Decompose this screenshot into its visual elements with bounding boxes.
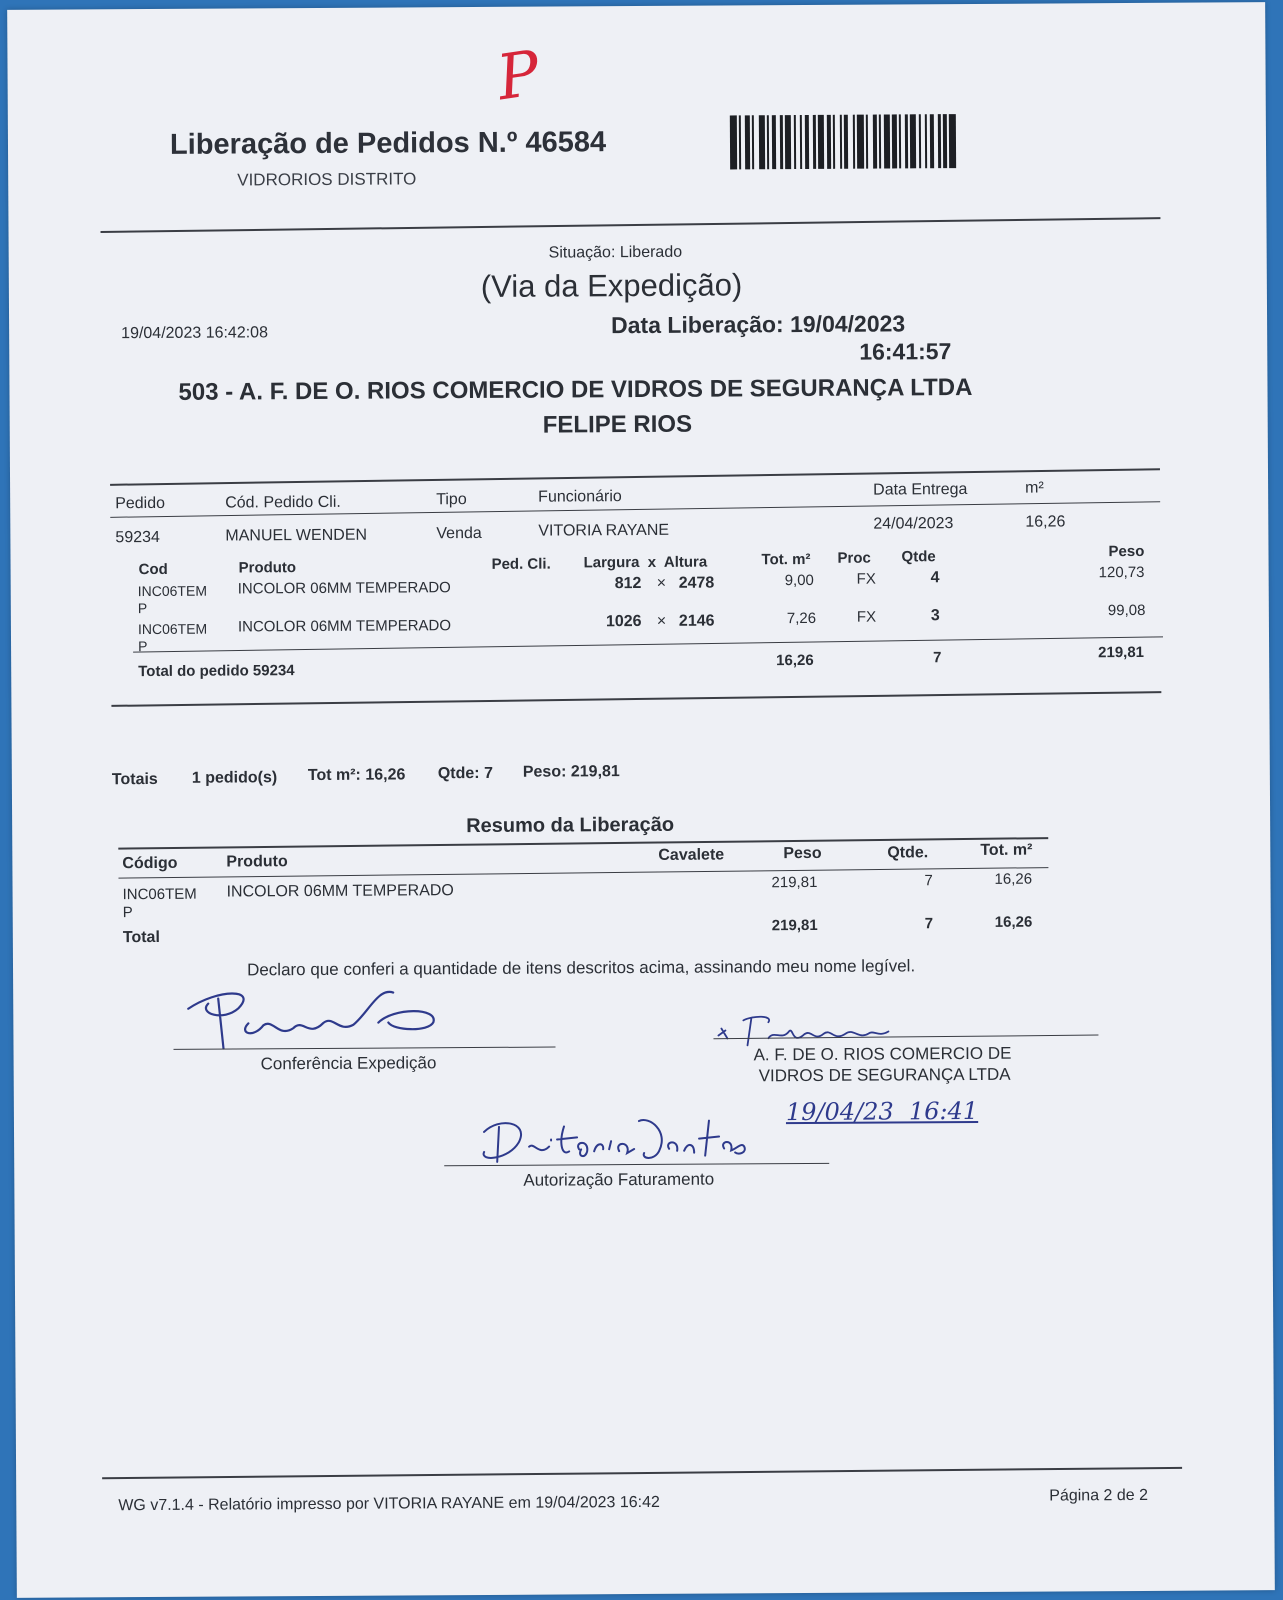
footer-rule xyxy=(102,1467,1182,1479)
copy-label: (Via da Expedição) xyxy=(480,267,743,304)
page-title: Liberação de Pedidos N.º 46584 xyxy=(169,126,607,161)
summary-codigo-cont: P xyxy=(122,904,133,922)
items-col-tot-m2: Tot. m² xyxy=(761,550,811,569)
client-contact: FELIPE RIOS xyxy=(542,410,693,439)
items-col-proc: Proc xyxy=(837,549,871,567)
item-peso: 120,73 xyxy=(1098,563,1145,582)
item-proc: FX xyxy=(856,570,876,588)
order-tipo: Venda xyxy=(436,524,482,543)
client-company-line1: A. F. DE O. RIOS COMERCIO DE xyxy=(753,1043,1012,1065)
footer-printed-by: WG v7.1.4 - Relatório impresso por VITORIA RAYANE em 19/04/2023 16:42 xyxy=(118,1493,660,1515)
item-x: × xyxy=(656,612,667,630)
item-largura: 1026 xyxy=(605,612,642,631)
item-tot-m2: 9,00 xyxy=(784,571,814,590)
conferencia-label: Conferência Expedição xyxy=(260,1053,437,1074)
order-total-m2: 16,26 xyxy=(776,651,814,670)
release-time: 16:41:57 xyxy=(859,338,952,365)
col-m2: m² xyxy=(1025,479,1044,497)
items-col-qtde: Qtde xyxy=(901,548,936,566)
summary-codigo: INC06TEM xyxy=(122,885,197,904)
item-cod: INC06TEM xyxy=(137,620,208,638)
summary-tot-m2: 16,26 xyxy=(994,870,1033,888)
printed-timestamp: 19/04/2023 16:42:08 xyxy=(121,324,269,343)
handwritten-date: 19/04/23 16:41 xyxy=(785,1096,979,1127)
summary-total-peso: 219,81 xyxy=(771,916,818,935)
page-number: Página 2 de 2 xyxy=(1049,1486,1149,1505)
barcode xyxy=(730,114,956,169)
item-peso: 99,08 xyxy=(1107,601,1146,620)
item-produto: INCOLOR 06MM TEMPERADO xyxy=(237,579,451,598)
company-name: VIDRORIOS DISTRITO xyxy=(237,169,417,190)
items-col-dimensions: Largura x Altura xyxy=(583,553,708,572)
order-pedido: 59234 xyxy=(115,528,160,547)
item-qtde: 3 xyxy=(930,607,940,625)
item-cod-cont: P xyxy=(137,600,148,617)
item-proc: FX xyxy=(856,608,877,626)
col-cod-pedido-cli: Cód. Pedido Cli. xyxy=(225,493,341,512)
totals-m2: Tot m²: 16,26 xyxy=(307,766,406,785)
summary-produto: INCOLOR 06MM TEMPERADO xyxy=(226,882,454,901)
col-tipo: Tipo xyxy=(436,491,467,509)
items-col-cod: Cod xyxy=(138,560,168,579)
order-m2: 16,26 xyxy=(1025,513,1066,531)
item-tot-m2: 7,26 xyxy=(786,609,817,628)
item-qtde: 4 xyxy=(930,569,940,587)
summary-col-cavalete: Cavalete xyxy=(658,846,725,864)
conferencia-signature xyxy=(178,982,458,1054)
summary-total-tot-m2: 16,26 xyxy=(994,913,1033,931)
order-bottom-rule xyxy=(111,691,1161,707)
summary-col-produto: Produto xyxy=(226,853,288,871)
summary-col-tot-m2: Tot. m² xyxy=(980,841,1033,859)
items-col-produto: Produto xyxy=(238,559,297,577)
status-text: Situação: Liberado xyxy=(548,243,683,262)
totals-qtde: Qtde: 7 xyxy=(437,764,494,783)
declaration-text: Declaro que conferi a quantidade de itens descritos acima, assinando meu nome legível. xyxy=(246,956,916,980)
handwritten-mark: P xyxy=(492,36,545,115)
order-total-qtde: 7 xyxy=(933,649,942,667)
totals-pedidos: 1 pedido(s) xyxy=(191,769,278,787)
col-pedido: Pedido xyxy=(115,494,166,513)
order-top-rule xyxy=(110,468,1160,486)
summary-col-peso: Peso xyxy=(783,844,822,863)
item-produto: INCOLOR 06MM TEMPERADO xyxy=(237,617,452,636)
item-altura: 2478 xyxy=(678,574,715,592)
summary-peso: 219,81 xyxy=(771,873,818,892)
col-data-entrega: Data Entrega xyxy=(873,481,968,499)
summary-total-qtde: 7 xyxy=(924,915,934,933)
item-x: × xyxy=(656,574,667,592)
items-col-peso: Peso xyxy=(1108,542,1145,561)
client-name: 503 - A. F. DE O. RIOS COMERCIO DE VIDROS DE SEGURANÇA LTDA xyxy=(178,373,973,406)
header-divider xyxy=(101,217,1161,233)
order-total-peso: 219,81 xyxy=(1098,643,1145,662)
totals-peso: Peso: 219,81 xyxy=(522,763,620,781)
item-altura: 2146 xyxy=(678,612,715,630)
col-funcionario: Funcionário xyxy=(538,488,622,506)
order-data-entrega: 24/04/2023 xyxy=(873,515,954,533)
client-company-line2: VIDROS DE SEGURANÇA LTDA xyxy=(758,1064,1011,1086)
autorizacao-label: Autorização Faturamento xyxy=(523,1169,715,1190)
release-date: Data Liberação: 19/04/2023 xyxy=(611,310,906,339)
summary-title: Resumo da Liberação xyxy=(466,813,675,838)
summary-qtde: 7 xyxy=(924,872,933,890)
items-col-ped-cli: Ped. Cli. xyxy=(491,555,551,573)
item-cod: INC06TEM xyxy=(137,582,207,600)
order-cod-cli: MANUEL WENDEN xyxy=(225,526,368,545)
order-funcionario: VITORIA RAYANE xyxy=(538,521,670,540)
document-page xyxy=(7,2,1275,1598)
item-largura: 812 xyxy=(614,574,642,593)
summary-total-label: Total xyxy=(122,928,160,947)
item-cod-cont: P xyxy=(138,638,148,655)
barcode-bar xyxy=(949,114,956,168)
order-total-label: Total do pedido 59234 xyxy=(138,662,295,681)
summary-col-codigo: Código xyxy=(122,854,178,873)
summary-col-qtde: Qtde. xyxy=(887,844,929,862)
totals-label: Totais xyxy=(111,770,158,789)
